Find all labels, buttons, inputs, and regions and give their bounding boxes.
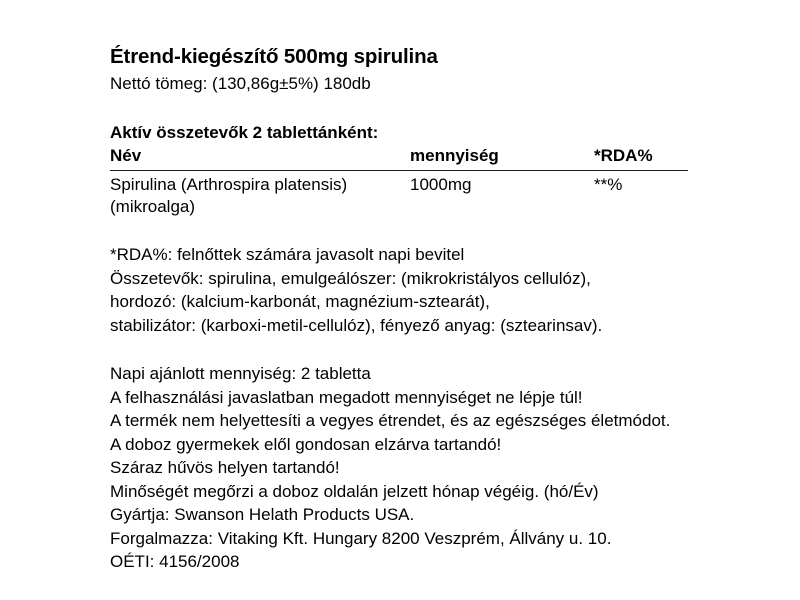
usage-line: A doboz gyermekek elől gondosan elzárva tartandó! bbox=[110, 434, 502, 454]
composition-line: Összetevők: spirulina, emulgeálószer: (mikrokristályos cellulóz), bbox=[110, 268, 591, 288]
column-header-name: Név bbox=[110, 145, 410, 171]
composition-line: *RDA%: felnőttek számára javasolt napi bevitel bbox=[110, 245, 465, 264]
registration-number-line: OÉTI: 4156/2008 bbox=[110, 552, 240, 571]
usage-line: Minőségét megőrzi a doboz oldalán jelzett hónap végéig. (hó/Év) bbox=[110, 481, 599, 501]
usage-and-legal-block bbox=[110, 362, 710, 574]
table-header-row bbox=[110, 145, 688, 171]
usage-line: A felhasználási javaslatban megadott mennyiséget ne lépje túl! bbox=[110, 387, 583, 407]
composition-line: stabilizátor: (karboxi-metil-cellulóz), fényező anyag: (sztearinsav). bbox=[110, 315, 603, 335]
active-ingredients-section bbox=[110, 121, 710, 218]
manufacturer-line: Gyártja: Swanson Helath Products USA. bbox=[110, 505, 415, 524]
ingredient-name-primary: Spirulina (Arthrospira platensis) bbox=[110, 175, 348, 194]
cell-ingredient-rda: **% bbox=[594, 175, 623, 194]
table-row bbox=[110, 171, 688, 219]
distributor-line: Forgalmazza: Vitaking Kft. Hungary 8200 Veszprém, Állvány u. 10. bbox=[110, 528, 612, 548]
column-header-rda: *RDA% bbox=[594, 145, 688, 171]
active-ingredients-heading: Aktív összetevők 2 tablettánként: bbox=[110, 123, 379, 142]
active-ingredients-table bbox=[110, 145, 688, 218]
usage-line: Napi ajánlott mennyiség: 2 tabletta bbox=[110, 364, 371, 383]
usage-line: A termék nem helyettesíti a vegyes étrendet, és az egészséges életmódot. bbox=[110, 411, 671, 430]
net-weight-text: Nettó tömeg: (130,86g±5%) 180db bbox=[110, 74, 371, 93]
cell-ingredient-amount: 1000mg bbox=[410, 175, 472, 194]
composition-block bbox=[110, 243, 710, 337]
ingredient-name-secondary: (mikroalga) bbox=[110, 197, 196, 216]
usage-line: Száraz hűvös helyen tartandó! bbox=[110, 458, 340, 477]
composition-line: hordozó: (kalcium-karbonát, magnézium-sztearát), bbox=[110, 292, 490, 311]
page-title: Étrend-kiegészítő 500mg spirulina bbox=[110, 45, 438, 68]
cell-ingredient-name bbox=[110, 171, 410, 219]
supplement-label bbox=[110, 44, 710, 574]
column-header-amount: mennyiség bbox=[410, 145, 594, 171]
